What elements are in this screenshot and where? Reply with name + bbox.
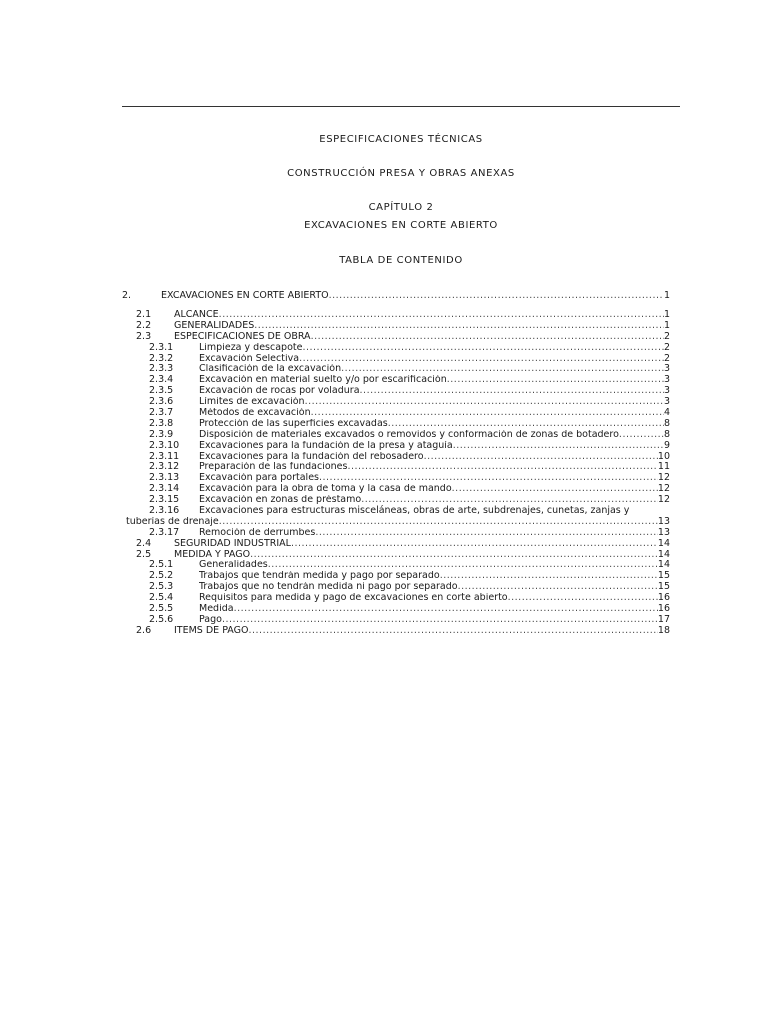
- toc-leader-dots: [222, 615, 658, 626]
- toc-entry-title: EXCAVACIONES EN CORTE ABIERTO: [161, 290, 329, 301]
- toc-leader-dots: [424, 452, 658, 463]
- toc-entry[interactable]: [122, 332, 670, 343]
- toc-entry[interactable]: [122, 364, 670, 375]
- toc-entry-page: 2: [663, 331, 670, 342]
- toc-entry[interactable]: [122, 419, 670, 430]
- project-title: CONSTRUCCIÓN PRESA Y OBRAS ANEXAS: [287, 168, 515, 179]
- toc-leader-dots: [360, 386, 664, 397]
- toc-entries-list: [122, 528, 670, 637]
- toc-entry-page: 12: [657, 473, 670, 484]
- toc-entry-title: SEGURIDAD INDUSTRIAL: [174, 538, 291, 549]
- toc-entry-page: 17: [657, 614, 670, 625]
- toc-entry-number: 2.3.2: [149, 352, 174, 364]
- toc-entry[interactable]: [122, 441, 670, 452]
- toc-entry-wrapped[interactable]: [122, 506, 670, 517]
- toc-entry-number: 2.3.6: [149, 396, 174, 408]
- toc-entry-title: Excavaciones para estructuras misceláneas, obras de arte, subdrenajes, cunetas, zanjas y: [199, 505, 630, 517]
- toc-entry-page: 16: [657, 604, 670, 615]
- toc-leader-dots: [248, 626, 657, 637]
- toc-entry-page: 3: [663, 397, 670, 408]
- toc-entry[interactable]: [122, 484, 670, 495]
- toc-entry-page: 1: [663, 310, 670, 320]
- toc-entry-number: 2.5.4: [149, 592, 174, 604]
- toc-leader-dots: [347, 462, 657, 473]
- toc-entry[interactable]: [122, 582, 670, 593]
- toc-entry-page: 13: [657, 527, 670, 538]
- toc-entry-title: ÍTEMS DE PAGO: [174, 625, 249, 636]
- toc-entry-main[interactable]: [122, 290, 670, 304]
- toc-entry-number: 2.3.9: [149, 428, 174, 440]
- toc-entry-title: ESPECIFICACIONES DE OBRA: [174, 331, 311, 342]
- toc-entry-title: Excavaciones para la fundación de la presa y ataguía: [199, 440, 453, 451]
- toc-entry-title: Requisitos para medida y pago de excavaciones en corte abierto: [199, 593, 508, 604]
- toc-entry-page: 1: [663, 290, 670, 301]
- toc-leader-dots: [341, 364, 664, 375]
- toc-entry-page: 3: [663, 375, 670, 386]
- chapter-title: EXCAVACIONES EN CORTE ABIERTO: [304, 220, 498, 231]
- toc-entry-title: Protección de las superficies excavadas: [199, 418, 388, 429]
- toc-entry-page: 14: [657, 560, 670, 571]
- toc-entry-number: 2.5.6: [149, 613, 174, 625]
- toc-heading: TABLA DE CONTENIDO: [339, 255, 463, 266]
- toc-entry-number: 2.3.3: [149, 363, 174, 375]
- toc-entry-number: 2.5.2: [149, 570, 174, 582]
- toc-entry-title: GENERALIDADES: [174, 320, 255, 331]
- toc-leader-dots: [388, 419, 664, 430]
- toc-entry-number: 2.4: [136, 537, 152, 549]
- toc-entry[interactable]: [122, 321, 670, 332]
- toc-entry-title: MEDIDA Y PAGO: [174, 549, 251, 560]
- toc-entry-number: 2.6: [136, 624, 152, 636]
- toc-entry-title: Excavación Selectiva: [199, 353, 300, 364]
- toc-entry-number: 2.5.1: [149, 559, 174, 571]
- toc-entry-title: Excavación para portales: [199, 473, 319, 484]
- toc-entry[interactable]: [122, 560, 670, 571]
- toc-leader-dots: [291, 539, 658, 550]
- toc-leader-dots: [250, 550, 658, 561]
- toc-entry[interactable]: [122, 626, 670, 637]
- toc-entries-list: [122, 310, 670, 506]
- toc-entry[interactable]: [122, 615, 670, 626]
- toc-entry-number: 2.3.10: [149, 439, 180, 451]
- toc-entry-page: 2: [663, 342, 670, 353]
- toc-entry-title: Pago: [199, 614, 222, 625]
- toc-entry-number: 2.: [122, 290, 132, 301]
- toc-entry-page: 14: [657, 538, 670, 549]
- toc-entry[interactable]: [122, 343, 670, 354]
- toc-entry[interactable]: [122, 473, 670, 484]
- toc-entry-number: 2.3.15: [149, 494, 180, 506]
- toc-entry-title: Trabajos que tendrán medida y pago por separado: [199, 571, 440, 582]
- toc-entry[interactable]: [122, 539, 670, 550]
- toc-entry-page: 16: [657, 593, 670, 604]
- toc-entry-page: 8: [663, 429, 670, 440]
- toc-leader-dots: [452, 484, 658, 495]
- toc-entry-title-continuation: tuberías de drenaje: [126, 516, 219, 527]
- toc-leader-dots: [219, 310, 664, 321]
- toc-leader-dots: [302, 343, 664, 354]
- toc-entry[interactable]: [122, 452, 670, 463]
- toc-entry-number: 2.3.8: [149, 417, 174, 429]
- toc-entry-number: 2.3.12: [149, 461, 180, 473]
- toc-entry-page: 9: [663, 440, 670, 451]
- toc-entry-number: 2.1: [136, 309, 152, 320]
- toc-entry-number: 2.5.3: [149, 581, 174, 593]
- toc-leader-dots: [458, 582, 658, 593]
- toc-entry-page: 3: [663, 364, 670, 375]
- toc-entry-wrapped-continuation[interactable]: [122, 517, 670, 528]
- toc-entry[interactable]: [122, 528, 670, 539]
- toc-entry-title: Excavación para la obra de toma y la casa de mando: [199, 484, 452, 495]
- toc-entry-number: 2.3: [136, 330, 152, 342]
- toc-entry-title: Disposición de materiales excavados o removidos y conformación de zonas de botadero: [199, 429, 619, 440]
- toc-entry[interactable]: [122, 604, 670, 615]
- toc-entry-page: 18: [657, 625, 670, 636]
- toc-leader-dots: [234, 604, 658, 615]
- toc-entry-page: 12: [657, 484, 670, 495]
- toc-leader-dots: [311, 408, 664, 419]
- toc-leader-dots: [311, 332, 664, 343]
- toc-entry-title: Clasificación de la excavación: [199, 364, 342, 375]
- toc-entry-page: 8: [663, 418, 670, 429]
- toc-leader-dots: [319, 473, 658, 484]
- header-rule: [122, 106, 680, 107]
- toc-entry[interactable]: [122, 593, 670, 604]
- toc-entry[interactable]: [122, 408, 670, 419]
- toc-entry-page: 15: [657, 571, 670, 582]
- toc-leader-dots: [268, 560, 658, 571]
- toc-entry-title: Excavación en zonas de préstamo: [199, 495, 362, 506]
- toc-entry-title: Límites de excavación: [199, 397, 305, 408]
- toc-entry-page: 14: [657, 549, 670, 560]
- toc-leader-dots: [329, 290, 664, 302]
- toc-leader-dots: [315, 528, 658, 539]
- toc-entry-number: 2.3.17: [149, 526, 180, 538]
- toc-entry[interactable]: [122, 386, 670, 397]
- toc-entry-number: 2.3.5: [149, 385, 174, 397]
- toc-entry-title: Métodos de excavación: [199, 408, 311, 419]
- table-of-contents: [122, 290, 670, 637]
- toc-entry-page: 12: [657, 495, 670, 506]
- toc-entry-page: 11: [657, 462, 670, 473]
- toc-leader-dots: [305, 397, 664, 408]
- toc-entry[interactable]: [122, 550, 670, 561]
- toc-leader-dots: [508, 593, 658, 604]
- toc-entry-number: 2.2: [136, 319, 152, 331]
- toc-entry-title: Limpieza y descapote: [199, 342, 303, 353]
- chapter-number: CAPÍTULO 2: [368, 202, 434, 213]
- toc-entry-page: 10: [657, 451, 670, 462]
- toc-entry-page: 4: [663, 408, 670, 419]
- toc-entry-number: 2.3.14: [149, 483, 180, 495]
- toc-entry-page: 2: [663, 353, 670, 364]
- toc-entry-title: Preparación de las fundaciones: [199, 462, 348, 473]
- toc-entry-number: 2.3.11: [149, 450, 180, 462]
- toc-entry[interactable]: [122, 375, 670, 386]
- toc-leader-dots: [619, 430, 664, 441]
- toc-entry-page: 3: [663, 386, 670, 397]
- toc-entry-title: Excavaciones para la fundación del rebosadero: [199, 451, 424, 462]
- toc-entry[interactable]: [122, 430, 670, 441]
- toc-entry-page: 15: [657, 582, 670, 593]
- toc-entry-title: ALCANCE: [174, 310, 219, 320]
- toc-entry-title: Excavación en material suelto y/o por escarificación: [199, 375, 447, 386]
- document-title: ESPECIFICACIONES TÉCNICAS: [319, 134, 483, 145]
- toc-entry[interactable]: [122, 571, 670, 582]
- toc-entry-number: 2.3.7: [149, 407, 174, 419]
- toc-entry[interactable]: [122, 354, 670, 365]
- toc-entry-number: 2.3.13: [149, 472, 180, 484]
- toc-entry-title: Excavación de rocas por voladura: [199, 386, 360, 397]
- toc-entry-page: 13: [657, 516, 670, 527]
- toc-entry-number: 2.3.4: [149, 374, 174, 386]
- toc-leader-dots: [447, 375, 664, 386]
- toc-entry-number: 2.5.5: [149, 603, 174, 615]
- toc-leader-dots: [219, 517, 658, 528]
- toc-leader-dots: [299, 354, 664, 365]
- toc-entry-title: Remoción de derrumbes: [199, 527, 316, 538]
- toc-entry[interactable]: [122, 462, 670, 473]
- toc-entry-title: Medida: [199, 604, 234, 615]
- toc-entry-title: Generalidades: [199, 560, 268, 571]
- toc-leader-dots: [453, 441, 664, 452]
- toc-entry[interactable]: [122, 310, 670, 321]
- toc-entry-page: 1: [663, 320, 670, 331]
- toc-leader-dots: [254, 321, 664, 332]
- toc-entry-number: 2.5: [136, 548, 152, 560]
- toc-entry-number: 2.3.1: [149, 341, 174, 353]
- toc-leader-dots: [440, 571, 658, 582]
- toc-entry-title: Trabajos que no tendrán medida ni pago por separado: [199, 582, 458, 593]
- toc-entry-number: 2.3.16: [149, 505, 180, 517]
- toc-entry[interactable]: [122, 397, 670, 408]
